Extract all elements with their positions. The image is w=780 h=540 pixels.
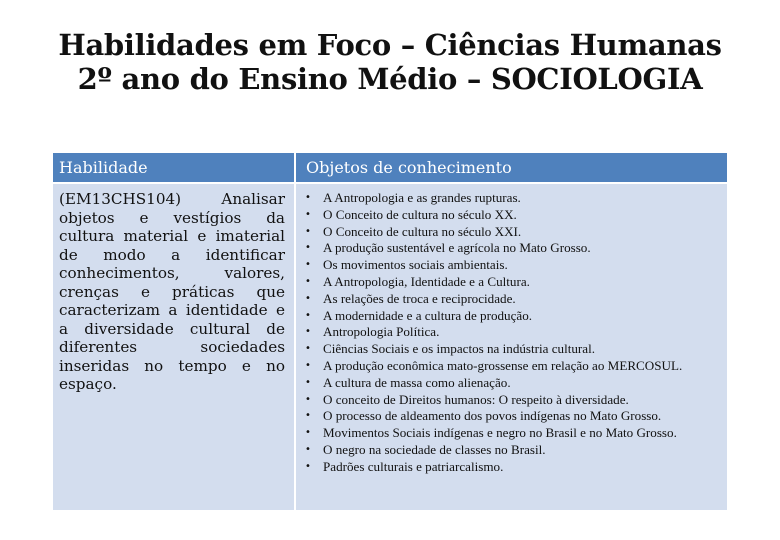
list-item-text: A produção sustentável e agrícola no Mato Grosso. bbox=[323, 240, 591, 256]
bullet-icon: • bbox=[305, 343, 311, 355]
objects-list bbox=[305, 190, 725, 476]
bullet-icon: • bbox=[305, 292, 311, 304]
list-item-text: Movimentos Sociais indígenas e negro no Brasil e no Mato Grosso. bbox=[323, 425, 677, 441]
list-item-text: Ciências Sociais e os impactos na indústria cultural. bbox=[323, 341, 595, 357]
list-item-text: O processo de aldeamento dos povos indígenas no Mato Grosso. bbox=[323, 408, 662, 424]
list-item bbox=[305, 207, 725, 224]
list-item bbox=[305, 341, 725, 358]
bullet-icon: • bbox=[305, 359, 311, 371]
list-item-text: A produção econômica mato-grossense em relação ao MERCOSUL. bbox=[323, 357, 683, 373]
list-item bbox=[305, 358, 725, 375]
list-item bbox=[305, 291, 725, 308]
header-skill: Habilidade bbox=[53, 153, 294, 182]
column-divider bbox=[294, 153, 296, 510]
list-item bbox=[305, 240, 725, 257]
list-item-text: A Antropologia, Identidade e a Cultura. bbox=[323, 273, 530, 289]
list-item-text: Padrões culturais e patriarcalismo. bbox=[323, 458, 504, 474]
list-item-text: O Conceito de cultura no século XXI. bbox=[323, 223, 522, 239]
bullet-icon: • bbox=[305, 326, 311, 338]
list-item-text: O Conceito de cultura no século XX. bbox=[323, 206, 517, 222]
list-item-text: A modernidade e a cultura de produção. bbox=[323, 307, 533, 323]
page-title: Habilidades em Foco – Ciências Humanas 2º ano do Ensino Médio – SOCIOLOGIA bbox=[58, 28, 722, 96]
list-item bbox=[305, 190, 725, 207]
list-item-text: Antropologia Política. bbox=[323, 324, 440, 340]
skills-table bbox=[53, 153, 727, 510]
bullet-icon: • bbox=[305, 427, 311, 439]
list-item-text: Os movimentos sociais ambientais. bbox=[323, 257, 508, 273]
list-item bbox=[305, 257, 725, 274]
list-item-text: A Antropologia e as grandes rupturas. bbox=[323, 190, 521, 205]
bullet-icon: • bbox=[305, 460, 311, 472]
list-item bbox=[305, 308, 725, 325]
list-item bbox=[305, 392, 725, 409]
list-item bbox=[305, 224, 725, 241]
header-divider bbox=[53, 182, 727, 184]
bullet-icon: • bbox=[305, 259, 311, 271]
bullet-icon: • bbox=[305, 242, 311, 254]
bullet-icon: • bbox=[305, 443, 311, 455]
skill-description: (EM13CHS104) Analisar objetos e vestígios da cultura material e imaterial de modo a identificar conhecimentos, valores, crenças e práticas que caracterizam a identidade e a diversidade cultural de diferentes sociedades inseridas no tempo e no espaço. bbox=[59, 190, 285, 393]
bullet-icon: • bbox=[305, 410, 311, 422]
list-item-text: A cultura de massa como alienação. bbox=[323, 374, 511, 390]
header-objects: Objetos de conhecimento bbox=[296, 153, 727, 182]
bullet-icon: • bbox=[305, 225, 311, 237]
bullet-icon: • bbox=[305, 275, 311, 287]
list-item-text: O conceito de Direitos humanos: O respeito à diversidade. bbox=[323, 391, 629, 407]
list-item bbox=[305, 274, 725, 291]
bullet-icon: • bbox=[305, 192, 311, 203]
list-item bbox=[305, 425, 725, 442]
list-item-text: O negro na sociedade de classes no Brasil. bbox=[323, 441, 546, 457]
list-item bbox=[305, 408, 725, 425]
list-item bbox=[305, 375, 725, 392]
list-item bbox=[305, 324, 725, 341]
list-item bbox=[305, 459, 725, 476]
bullet-icon: • bbox=[305, 208, 311, 220]
list-item-text: As relações de troca e reciprocidade. bbox=[323, 290, 516, 306]
bullet-icon: • bbox=[305, 393, 311, 405]
list-item bbox=[305, 442, 725, 459]
bullet-icon: • bbox=[305, 376, 311, 388]
bullet-icon: • bbox=[305, 309, 311, 321]
